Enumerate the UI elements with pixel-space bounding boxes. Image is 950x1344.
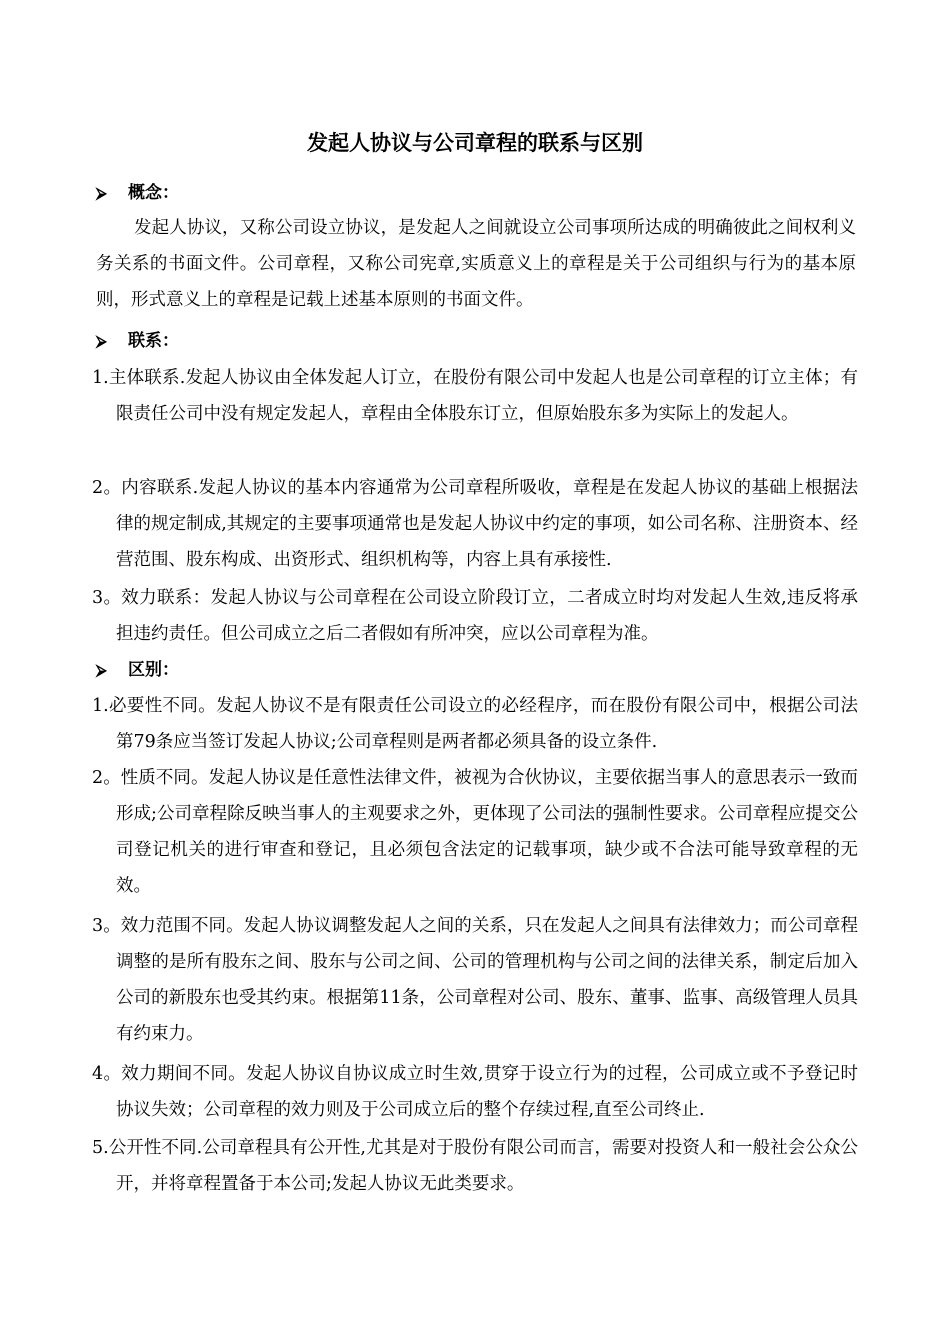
difference-item-3: 3。效力范围不同。发起人协议调整发起人之间的关系，只在发起人之间具有法律效力；而公司章程调整的是所有股东之间、股东与公司之间、公司的管理机构与公司之间的法律关系，制定后加入公司的新股东也受其约束。根据第11条，公司章程对公司、股东、董事、监事、高级管理人员具有约束力。 xyxy=(92,916,858,1044)
section-heading-concept xyxy=(96,178,179,208)
concept-paragraph: 发起人协议，又称公司设立协议，是发起人之间就设立公司事项所达成的明确彼此之间权利义务关系的书面文件。公司章程，又称公司宪章,实质意义上的章程是关于公司组织与行为的基本原则，形式意义上的章程是记载上述基本原则的书面文件。 xyxy=(96,218,856,310)
difference-item-5: 5.公开性不同.公司章程具有公开性,尤其是对于股份有限公司而言，需要对投资人和一般社会公众公开，并将章程置备于本公司;发起人协议无此类要求。 xyxy=(92,1138,858,1194)
connection-item-1: 1.主体联系.发起人协议由全体发起人订立，在股份有限公司中发起人也是公司章程的订立主体；有限责任公司中没有规定发起人，章程由全体股东订立，但原始股东多为实际上的发起人。 xyxy=(92,368,858,424)
arrow-bullet-icon: ⮚ xyxy=(96,184,107,202)
section-heading-label: 区别： xyxy=(128,660,179,680)
difference-item-4: 4。效力期间不同。发起人协议自协议成立时生效,贯穿于设立行为的过程，公司成立或不予登记时协议失效；公司章程的效力则及于公司成立后的整个存续过程,直至公司终止. xyxy=(92,1064,858,1120)
section-heading-difference xyxy=(96,655,179,685)
arrow-bullet-icon: ⮚ xyxy=(96,661,107,679)
section-heading-connection xyxy=(96,326,179,356)
connection-item-2: 2。内容联系.发起人协议的基本内容通常为公司章程所吸收，章程是在发起人协议的基础上根据法律的规定制成,其规定的主要事项通常也是发起人协议中约定的事项，如公司名称、注册资本、经营范围、股东构成、出资形式、组织机构等，内容上具有承接性. xyxy=(92,478,858,570)
connection-item-3: 3。效力联系：发起人协议与公司章程在公司设立阶段订立，二者成立时均对发起人生效,违反将承担违约责任。但公司成立之后二者假如有所冲突，应以公司章程为准。 xyxy=(92,588,858,644)
difference-item-1: 1.必要性不同。发起人协议不是有限责任公司设立的必经程序，而在股份有限公司中，根据公司法第79条应当签订发起人协议;公司章程则是两者都必须具备的设立条件. xyxy=(92,696,858,752)
section-heading-label: 联系： xyxy=(128,331,179,351)
document-title: 发起人协议与公司章程的联系与区别 xyxy=(307,131,643,155)
difference-item-2: 2。性质不同。发起人协议是任意性法律文件，被视为合伙协议，主要依据当事人的意思表示一致而形成;公司章程除反映当事人的主观要求之外，更体现了公司法的强制性要求。公司章程应提交公司登记机关的进行审查和登记，且必须包含法定的记载事项，缺少或不合法可能导致章程的无效。 xyxy=(92,768,858,896)
arrow-bullet-icon: ⮚ xyxy=(96,332,107,350)
section-heading-label: 概念： xyxy=(128,183,179,203)
